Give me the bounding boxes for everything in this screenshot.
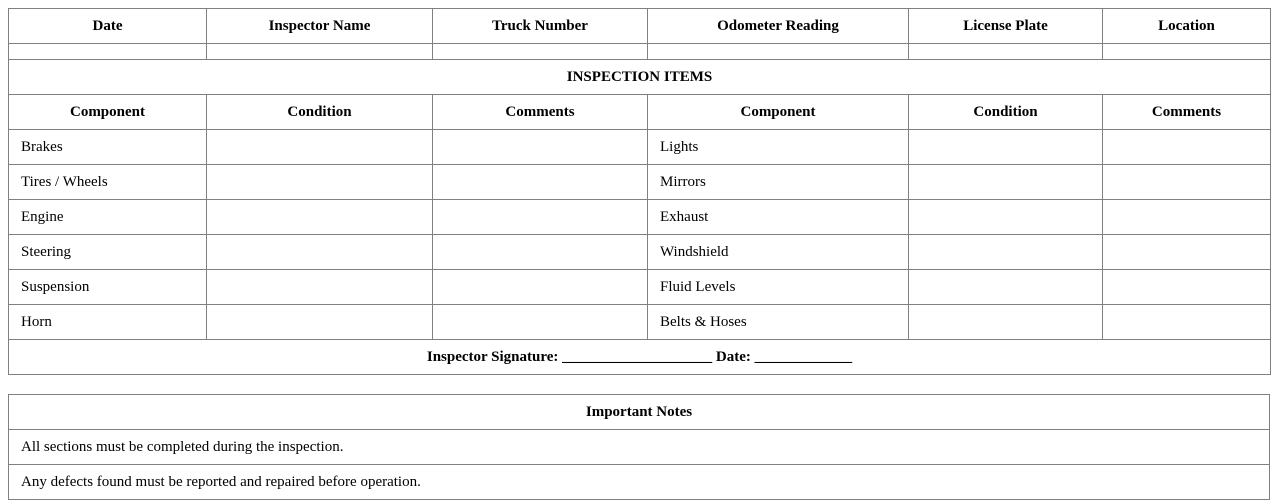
condition-cell[interactable] [207,235,433,270]
section-title-row [9,60,1271,95]
condition-cell[interactable] [909,130,1103,165]
condition-cell[interactable] [207,305,433,340]
header-date: Date [9,9,207,44]
section-title: INSPECTION ITEMS [9,60,1271,95]
table-row [9,305,1271,340]
comments-cell[interactable] [1103,305,1271,340]
comments-cell[interactable] [1103,200,1271,235]
table-row [9,270,1271,305]
component-right: Belts & Hoses [648,305,909,340]
comments-cell[interactable] [433,200,648,235]
component-left: Steering [9,235,207,270]
condition-cell[interactable] [207,270,433,305]
items-header-row [9,95,1271,130]
inspector-name-entry-cell[interactable] [207,44,433,60]
comments-cell[interactable] [433,305,648,340]
items-header-condition-right: Condition [909,95,1103,130]
component-right: Fluid Levels [648,270,909,305]
condition-cell[interactable] [207,200,433,235]
comments-cell[interactable] [433,270,648,305]
component-right: Lights [648,130,909,165]
condition-cell[interactable] [909,270,1103,305]
condition-cell[interactable] [909,165,1103,200]
truck-number-entry-cell[interactable] [433,44,648,60]
header-inspector-name: Inspector Name [207,9,433,44]
header-truck-number: Truck Number [433,9,648,44]
items-header-condition-left: Condition [207,95,433,130]
comments-cell[interactable] [1103,235,1271,270]
header-license-plate: License Plate [909,9,1103,44]
comments-cell[interactable] [433,165,648,200]
date-entry-cell[interactable] [9,44,207,60]
condition-cell[interactable] [909,235,1103,270]
comments-cell[interactable] [433,235,648,270]
inspection-form-table [8,8,1271,375]
component-left: Tires / Wheels [9,165,207,200]
location-entry-cell[interactable] [1103,44,1271,60]
comments-cell[interactable] [1103,130,1271,165]
component-left: Horn [9,305,207,340]
comments-cell[interactable] [433,130,648,165]
condition-cell[interactable] [207,165,433,200]
odometer-entry-cell[interactable] [648,44,909,60]
items-header-comments-left: Comments [433,95,648,130]
header-location: Location [1103,9,1271,44]
component-right: Windshield [648,235,909,270]
component-right: Mirrors [648,165,909,200]
license-plate-entry-cell[interactable] [909,44,1103,60]
list-item [9,465,1270,500]
signature-line[interactable]: Inspector Signature: ____________________ Date: _____________ [9,340,1271,375]
items-header-component-left: Component [9,95,207,130]
component-left: Brakes [9,130,207,165]
table-row [9,235,1271,270]
component-left: Engine [9,200,207,235]
condition-cell[interactable] [909,200,1103,235]
table-row [9,130,1271,165]
note-text: Any defects found must be reported and repaired before operation. [9,465,1270,500]
notes-title-row [9,395,1270,430]
header-entry-row [9,44,1271,60]
list-item [9,430,1270,465]
table-row [9,165,1271,200]
component-left: Suspension [9,270,207,305]
header-odometer-reading: Odometer Reading [648,9,909,44]
condition-cell[interactable] [207,130,433,165]
comments-cell[interactable] [1103,165,1271,200]
notes-title: Important Notes [9,395,1270,430]
comments-cell[interactable] [1103,270,1271,305]
note-text: All sections must be completed during the inspection. [9,430,1270,465]
header-row [9,9,1271,44]
important-notes-table [8,394,1270,500]
component-right: Exhaust [648,200,909,235]
table-row [9,200,1271,235]
items-header-comments-right: Comments [1103,95,1271,130]
items-header-component-right: Component [648,95,909,130]
condition-cell[interactable] [909,305,1103,340]
signature-row [9,340,1271,375]
